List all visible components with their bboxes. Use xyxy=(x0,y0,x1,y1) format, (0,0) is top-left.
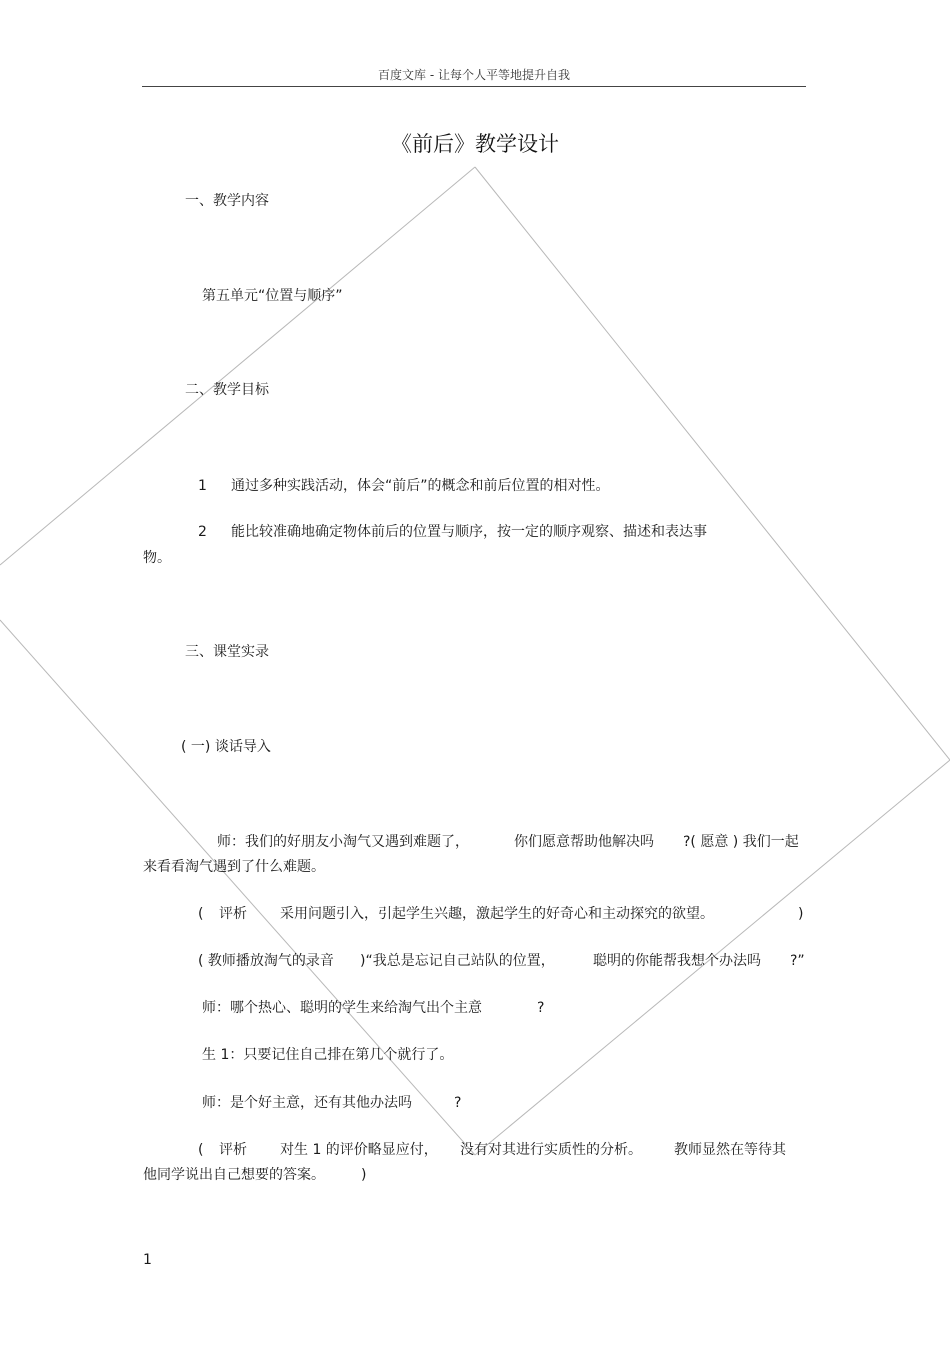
comment-1-label: 评析 xyxy=(219,906,247,922)
comment-2-text-3: 教师显然在等待其 xyxy=(674,1142,786,1158)
goal-1-text: 通过多种实践活动，体会“前后”的概念和前后位置的相对性。 xyxy=(231,478,610,494)
paragraph-1-part-a: 师：我们的好朋友小淘气又遇到难题了， xyxy=(217,834,469,850)
watermark-line-top-right xyxy=(475,167,950,760)
paragraph-4-text: 生 1：只要记住自己排在第几个就行了。 xyxy=(202,1047,454,1063)
section-1-content: 第五单元“位置与顺序” xyxy=(202,288,343,304)
comment-2-text-1: 对生 1 的评价略显应付， xyxy=(280,1142,438,1158)
watermark-line-left xyxy=(0,620,475,1155)
paragraph-3-text: 师：哪个热心、聪明的学生来给淘气出个主意 xyxy=(202,1000,482,1016)
comment-1-close: ) xyxy=(798,906,804,922)
comment-1-text: 采用问题引入，引起学生兴趣，激起学生的好奇心和主动探究的欲望。 xyxy=(280,906,714,922)
paragraph-1-part-b: 你们愿意帮助他解决吗 xyxy=(514,834,654,850)
watermark-line-top-left xyxy=(0,167,475,565)
section-1-heading: 一、教学内容 xyxy=(185,193,269,209)
page-header: 百度文库 - 让每个人平等地提升自我 xyxy=(378,68,570,82)
comment-2-label: 评析 xyxy=(219,1142,247,1158)
subsection-1-heading: ( 一) 谈话导入 xyxy=(181,739,271,755)
paragraph-2-part-b: )“我总是忘记自己站队的位置， xyxy=(360,953,555,969)
header-divider xyxy=(142,86,806,87)
comment-1-open: ( xyxy=(198,906,204,922)
paragraph-3-question-mark: ? xyxy=(537,1000,545,1016)
paragraph-5-question-mark: ? xyxy=(454,1095,462,1111)
goal-2-text: 能比较准确地确定物体前后的位置与顺序，按一定的顺序观察、描述和表达事 xyxy=(231,524,707,540)
comment-2-line-2: 他同学说出自己想要的答案。 xyxy=(143,1167,325,1183)
goal-1-number: 1 xyxy=(198,478,207,494)
comment-2-open: ( xyxy=(198,1142,204,1158)
section-2-heading: 二、教学目标 xyxy=(185,382,269,398)
paragraph-1-part-c: ?( 愿意 ) 我们一起 xyxy=(683,834,799,850)
section-3-heading: 三、课堂实录 xyxy=(185,644,269,660)
page-number: 1 xyxy=(143,1252,152,1268)
paragraph-2-part-a: ( 教师播放淘气的录音 xyxy=(198,953,334,969)
paragraph-2-part-d: ?” xyxy=(790,953,805,969)
paragraph-1-line-2: 来看看淘气遇到了什么难题。 xyxy=(143,859,325,875)
paragraph-5-text: 师：是个好主意，还有其他办法吗 xyxy=(202,1095,412,1111)
document-title: 《前后》教学设计 xyxy=(391,132,559,156)
paragraph-2-part-c: 聪明的你能帮我想个办法吗 xyxy=(593,953,761,969)
comment-2-close: ) xyxy=(361,1167,367,1183)
goal-2-text-cont: 物。 xyxy=(143,550,171,566)
goal-2-number: 2 xyxy=(198,524,207,540)
comment-2-text-2: 没有对其进行实质性的分析。 xyxy=(460,1142,642,1158)
